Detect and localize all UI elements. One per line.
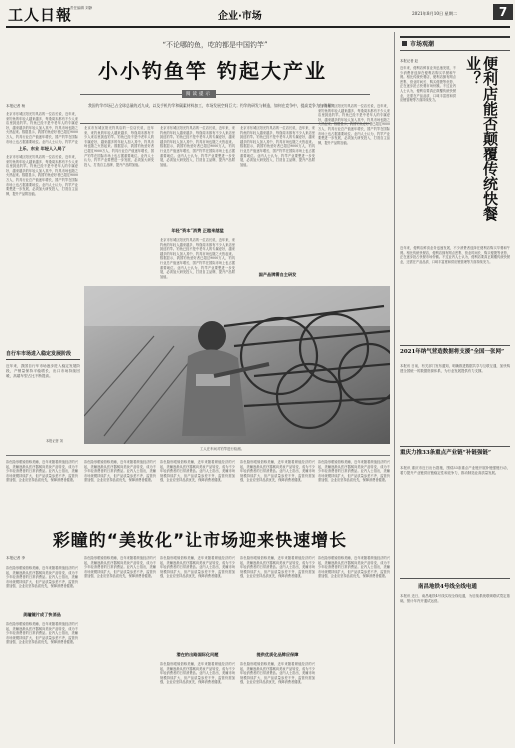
bottom-col3-b: 彩色隐形眼镜俗称美瞳，近年来随着颜值经济的兴起，美瞳逐渐从医疗器械向美妆产品转变，成为不少年轻消费者的日常消费品。业内人士指出，美瞳市场规模持续扩大，但产品质量参差不齐，监管仍需加强，企业应坚持品质优先，保障消费者健康。 bbox=[160, 662, 235, 685]
factory-photo bbox=[84, 286, 390, 444]
market-watch-header bbox=[400, 36, 510, 51]
right-body-col1-b: 近年来，便利店鲜食业务迅速发展，不少消费者选择在便利店购买早餐和午餐。相比传统快餐店，便利店拥有网点密集、营业时间长、购买便捷等优势，正在逐步抢占快餐市场份额。不过业内人士认为，便利店要真正颠覆传统快餐业，还需在产品品质、口味丰富度和供应链管理等方面持续发力。 bbox=[400, 246, 510, 264]
bicycle-box bbox=[6, 350, 80, 446]
main-headline: 小小钓鱼竿 钓起大产业 bbox=[98, 59, 327, 83]
right-divider-2 bbox=[400, 446, 510, 447]
bottom-prev-col4: 彩色隐形眼镜俗称美瞳，近年来随着颜值经济的兴起，美瞳逐渐从医疗器械向美妆产品转变，成为不少年轻消费者的日常消费品。业内人士指出，美瞳市场规模持续扩大，但产品质量参差不齐，监管仍需加强，企业应坚持品质优先，保障消费者健康。 bbox=[240, 460, 315, 483]
main-subhead-1: 上乐、东业 年轻人入局了 bbox=[18, 146, 66, 151]
main-body-col2-a: 北京市东城区阳光钓具店的一位店长说，近年来，来钓鱼的年轻人越来越多，每逢周末都有不少人来店里挑选钓竿。钓鱼已经不是中老年人的专属爱好，越来越多的年轻人加入其中，钓具市场也随之火热起来。数据显示，我国钓鱼爱好者已超过9000万人，钓具行业总产值逐年增长，国产钓竿在国际市场上也占据重要地位。业内人士认为，钓竿产业要想进一步发展，必须加大研发投入，打造自主品牌，提升产品附加值。 bbox=[84, 126, 154, 167]
right-headline: 便利店能否颠覆传统快餐业？ bbox=[464, 56, 499, 221]
masthead bbox=[0, 0, 515, 30]
right-divider-1 bbox=[400, 345, 510, 346]
main-subhead-2: 年轻“资本”消费 正越来越猛 bbox=[171, 228, 224, 233]
bottom-col2: 彩色隐形眼镜俗称美瞳，近年来随着颜值经济的兴起，美瞳逐渐从医疗器械向美妆产品转变，成为不少年轻消费者的日常消费品。业内人士指出，美瞳市场规模持续扩大，但产品质量参差不齐，监管仍需加强，企业应坚持品质优先，保障消费者健康。 bbox=[84, 556, 156, 579]
editor-info: 责任编辑 刘静 bbox=[70, 6, 93, 10]
section-title: 企业·市场 bbox=[218, 11, 262, 22]
bottom-subhead-1: 美瞳镜片成了快消品 bbox=[23, 612, 61, 617]
brief1-body: 本报讯 日前，有关部门发布通知，明确推进数据共享与互联互通，加快构建全国统一的数据资源体系，为行业发展提供有力支撑。 bbox=[400, 364, 510, 373]
brief1-title: 2021年纳气营造数据将支援“全国一张网” bbox=[400, 349, 505, 355]
bottom-col4-b: 彩色隐形眼镜俗称美瞳，近年来随着颜值经济的兴起，美瞳逐渐从医疗器械向美妆产品转变，成为不少年轻消费者的日常消费品。业内人士指出，美瞳市场规模持续扩大，但产品质量参差不齐，监管仍需加强，企业应坚持品质优先，保障消费者健康。 bbox=[240, 662, 315, 685]
page-number: 7 bbox=[493, 4, 513, 20]
main-body-col4-a: 北京市东城区阳光钓具店的一位店长说，近年来，来钓鱼的年轻人越来越多，每逢周末都有不少人来店里挑选钓竿。钓鱼已经不是中老年人的专属爱好，越来越多的年轻人加入其中，钓具市场也随之火热起来。数据显示，我国钓鱼爱好者已超过9000万人，钓具行业总产值逐年增长，国产钓竿在国际市场上也占据重要地位。业内人士认为，钓竿产业要想进一步发展，必须加大研发投入，打造自主品牌，提升产品附加值。 bbox=[240, 126, 315, 167]
right-divider-3 bbox=[400, 578, 510, 579]
bottom-headline: 彩瞳的“美妆化”让市场迎来快速增长 bbox=[52, 531, 348, 551]
main-body-col1-a: 北京市东城区阳光钓具店的一位店长说，近年来，来钓鱼的年轻人越来越多，每逢周末都有不少人来店里挑选钓竿。钓鱼已经不是中老年人的专属爱好，越来越多的年轻人加入其中，钓具市场也随之火热起来。数据显示，我国钓鱼爱好者已超过9000万人，钓具行业总产值逐年增长，国产钓竿在国际市场上也占据重要地位。业内人士认为，钓竿产业 bbox=[6, 112, 78, 144]
bottom-subhead-3: 提供优质化品牌应保障 bbox=[256, 652, 299, 657]
main-body-col3-b: 北京市东城区阳光钓具店的一位店长说，近年来，来钓鱼的年轻人越来越多，每逢周末都有不少人来店里挑选钓竿。钓鱼已经不是中老年人的专属爱好，越来越多的年轻人加入其中，钓具市场也随之火热起来。数据显示，我国钓鱼爱好者已超过9000万人，钓具行业总产值逐年增长，国产钓竿在国际市场上也占据重要地位。业内人士认为，钓竿产业要想进一步发展，必须加大研发投入，打造自主品牌，提升产品附加值。 bbox=[160, 238, 235, 279]
bottom-col3-a: 彩色隐形眼镜俗称美瞳，近年来随着颜值经济的兴起，美瞳逐渐从医疗器械向美妆产品转变，成为不少年轻消费者的日常消费品。业内人士指出，美瞳市场规模持续扩大，但产品质量参差不齐，监管仍需加强，企业应坚持品质优先，保障消费者健康。 bbox=[160, 556, 235, 579]
issue-date: 2021年8月10日 星期二 bbox=[412, 11, 458, 16]
market-watch-title: 市场观潮 bbox=[410, 41, 435, 48]
photo-caption: 工人在车间对钓竿进行检测。 bbox=[200, 447, 245, 451]
main-body-col3-a: 北京市东城区阳光钓具店的一位店长说，近年来，来钓鱼的年轻人越来越多，每逢周末都有不少人来店里挑选钓竿。钓鱼已经不是中老年人的专属爱好，越来越多的年轻人加入其中，钓具市场也随之火热起来。数据显示，我国钓鱼爱好者已超过9000万人，钓具行业总产值逐年增长，国产钓竿在国际市场上也占据重要地位。业内人士认为，钓竿产业要想进一步发展，必须加大研发投入，打造自主品牌，提升产品附加值。 bbox=[160, 126, 235, 167]
right-byline: 本报记者 赵 bbox=[400, 59, 419, 63]
main-body-col1-b: 北京市东城区阳光钓具店的一位店长说，近年来，来钓鱼的年轻人越来越多，每逢周末都有不少人来店里挑选钓竿。钓鱼已经不是中老年人的专属爱好，越来越多的年轻人加入其中，钓具市场也随之火热起来。数据显示，我国钓鱼爱好者已超过9000万人，钓具行业总产值逐年增长，国产钓竿在国际市场上也占据重要地位。业内人士认为，钓竿产业要想进一步发展，必须加大研发投入，打造自主品牌，提升产品附加值。 bbox=[6, 155, 78, 196]
right-body-col1: 近年来，便利店鲜食业务迅速发展，不少消费者选择在便利店购买早餐和午餐。相比传统快餐店，便利店拥有网点密集、营业时间长、购买便捷等优势，正在逐步抢占快餐市场份额。不过业内人士认为，便利店要真正颠覆传统快餐业，还需在产品品质、口味丰富度和供应链管理等方面持续发力。 bbox=[400, 66, 456, 103]
brief2-title: 重庆力推33条重点产业链“补链强链” bbox=[400, 450, 491, 456]
bottom-col1-a: 彩色隐形眼镜俗称美瞳，近年来随着颜值经济的兴起，美瞳逐渐从医疗器械向美妆产品转变，成为不少年轻消费者的日常消费品。业内人士指出，美瞳市场规模持续扩大，但产品质量参差不齐，监管仍需加强，企业应坚持品质优先，保障消费者健康。 bbox=[6, 566, 78, 589]
brief2-body: 本报讯 重庆市近日出台措施，围绕33条重点产业链开展补链强链行动，着力提升产业链供应链稳定性和竞争力，推动制造业高质量发展。 bbox=[400, 466, 510, 475]
right-column-separator bbox=[394, 32, 395, 744]
bottom-col5: 彩色隐形眼镜俗称美瞳，近年来随着颜值经济的兴起，美瞳逐渐从医疗器械向美妆产品转变，成为不少年轻消费者的日常消费品。业内人士指出，美瞳市场规模持续扩大，但产品质量参差不齐，监管仍需加强，企业应坚持品质优先，保障消费者健康。 bbox=[318, 556, 390, 579]
bottom-prev-col3: 彩色隐形眼镜俗称美瞳，近年来随着颜值经济的兴起，美瞳逐渐从医疗器械向美妆产品转变，成为不少年轻消费者的日常消费品。业内人士指出，美瞳市场规模持续扩大，但产品质量参差不齐，监管仍需加强，企业应坚持品质优先，保障消费者健康。 bbox=[160, 460, 235, 483]
bottom-top-rule bbox=[6, 455, 390, 456]
bottom-prev-col1: 彩色隐形眼镜俗称美瞳，近年来随着颜值经济的兴起，美瞳逐渐从医疗器械向美妆产品转变，成为不少年轻消费者的日常消费品。业内人士指出，美瞳市场规模持续扩大，但产品质量参差不齐，监管仍需加强，企业应坚持品质优先，保障消费者健康。 bbox=[6, 460, 78, 483]
market-watch-icon bbox=[402, 41, 407, 46]
reading-text: 我国钓竿市场已占全球总量的近九成，以及手机钓竿和碳素材料加工，市场发展空间巨大；钓竿的研发与制造，如何在竞争中，提高竞争力与销量？ bbox=[88, 103, 335, 108]
bottom-col1-b: 彩色隐形眼镜俗称美瞳，近年来随着颜值经济的兴起，美瞳逐渐从医疗器械向美妆产品转变，成为不少年轻消费者的日常消费品。业内人士指出，美瞳市场规模持续扩大，但产品质量参差不齐，监管仍需加强，企业应坚持品质优先，保障消费者健康。 bbox=[6, 622, 78, 645]
main-byline: 本报记者 杨 bbox=[6, 104, 26, 108]
newspaper-logo: 工人日報 bbox=[8, 6, 73, 24]
bottom-prev-col2: 彩色隐形眼镜俗称美瞳，近年来随着颜值经济的兴起，美瞳逐渐从医疗器械向美妆产品转变，成为不少年轻消费者的日常消费品。业内人士指出，美瞳市场规模持续扩大，但产品质量参差不齐，监管仍需加强，企业应坚持品质优先，保障消费者健康。 bbox=[84, 460, 156, 483]
main-subhead-3: 国产品牌需自主研发 bbox=[258, 272, 297, 277]
bicycle-box-body: 近年来，我国自行车市场逐步进入稳定发展阶段，产销量保持平稳增长，出口市场持续回暖，高端车型占比不断提高。 bbox=[6, 364, 80, 378]
bottom-byline: 本报记者 李 bbox=[6, 556, 26, 560]
bottom-col4-a: 彩色隐形眼镜俗称美瞳，近年来随着颜值经济的兴起，美瞳逐渐从医疗器械向美妆产品转变，成为不少年轻消费者的日常消费品。业内人士指出，美瞳市场规模持续扩大，但产品质量参差不齐，监管仍需加强，企业应坚持品质优先，保障消费者健康。 bbox=[240, 556, 315, 579]
masthead-rule bbox=[6, 26, 510, 28]
main-kicker: “不论哪的鱼，吃的都是中国钓竿” bbox=[162, 41, 268, 49]
main-body-col5-a: 北京市东城区阳光钓具店的一位店长说，近年来，来钓鱼的年轻人越来越多，每逢周末都有不少人来店里挑选钓竿。钓鱼已经不是中老年人的专属爱好，越来越多的年轻人加入其中，钓具市场也随之火热起来。数据显示，我国钓鱼爱好者已超过9000万人，钓具行业总产值逐年增长，国产钓竿在国际市场上也占据重要地位。业内人士认为，钓竿产业要想进一步发展，必须加大研发投入，打造自主品牌，提升产品附加值。 bbox=[318, 104, 390, 145]
bottom-subhead-2: 潜在的出路国际化问题 bbox=[176, 652, 219, 657]
bicycle-box-title: 自行车市场进入稳定发展阶段 bbox=[6, 350, 80, 360]
reading-label: 阅读提示 bbox=[182, 90, 216, 98]
bottom-prev-col5: 彩色隐形眼镜俗称美瞳，近年来随着颜值经济的兴起，美瞳逐渐从医疗器械向美妆产品转变，成为不少年轻消费者的日常消费品。业内人士指出，美瞳市场规模持续扩大，但产品质量参差不齐，监管仍需加强，企业应坚持品质优先，保障消费者健康。 bbox=[318, 460, 390, 483]
factory-photo-image bbox=[84, 286, 390, 444]
brief3-title: 南昌地铁4号线全线电通 bbox=[418, 584, 477, 590]
brief3-body: 本报讯 近日，南昌地铁4号线实现全线电通，为后续系统联调联试奠定基础，预计年内开通试运营。 bbox=[400, 594, 510, 603]
bicycle-box-byline: 本报记者 刘 bbox=[46, 439, 63, 443]
